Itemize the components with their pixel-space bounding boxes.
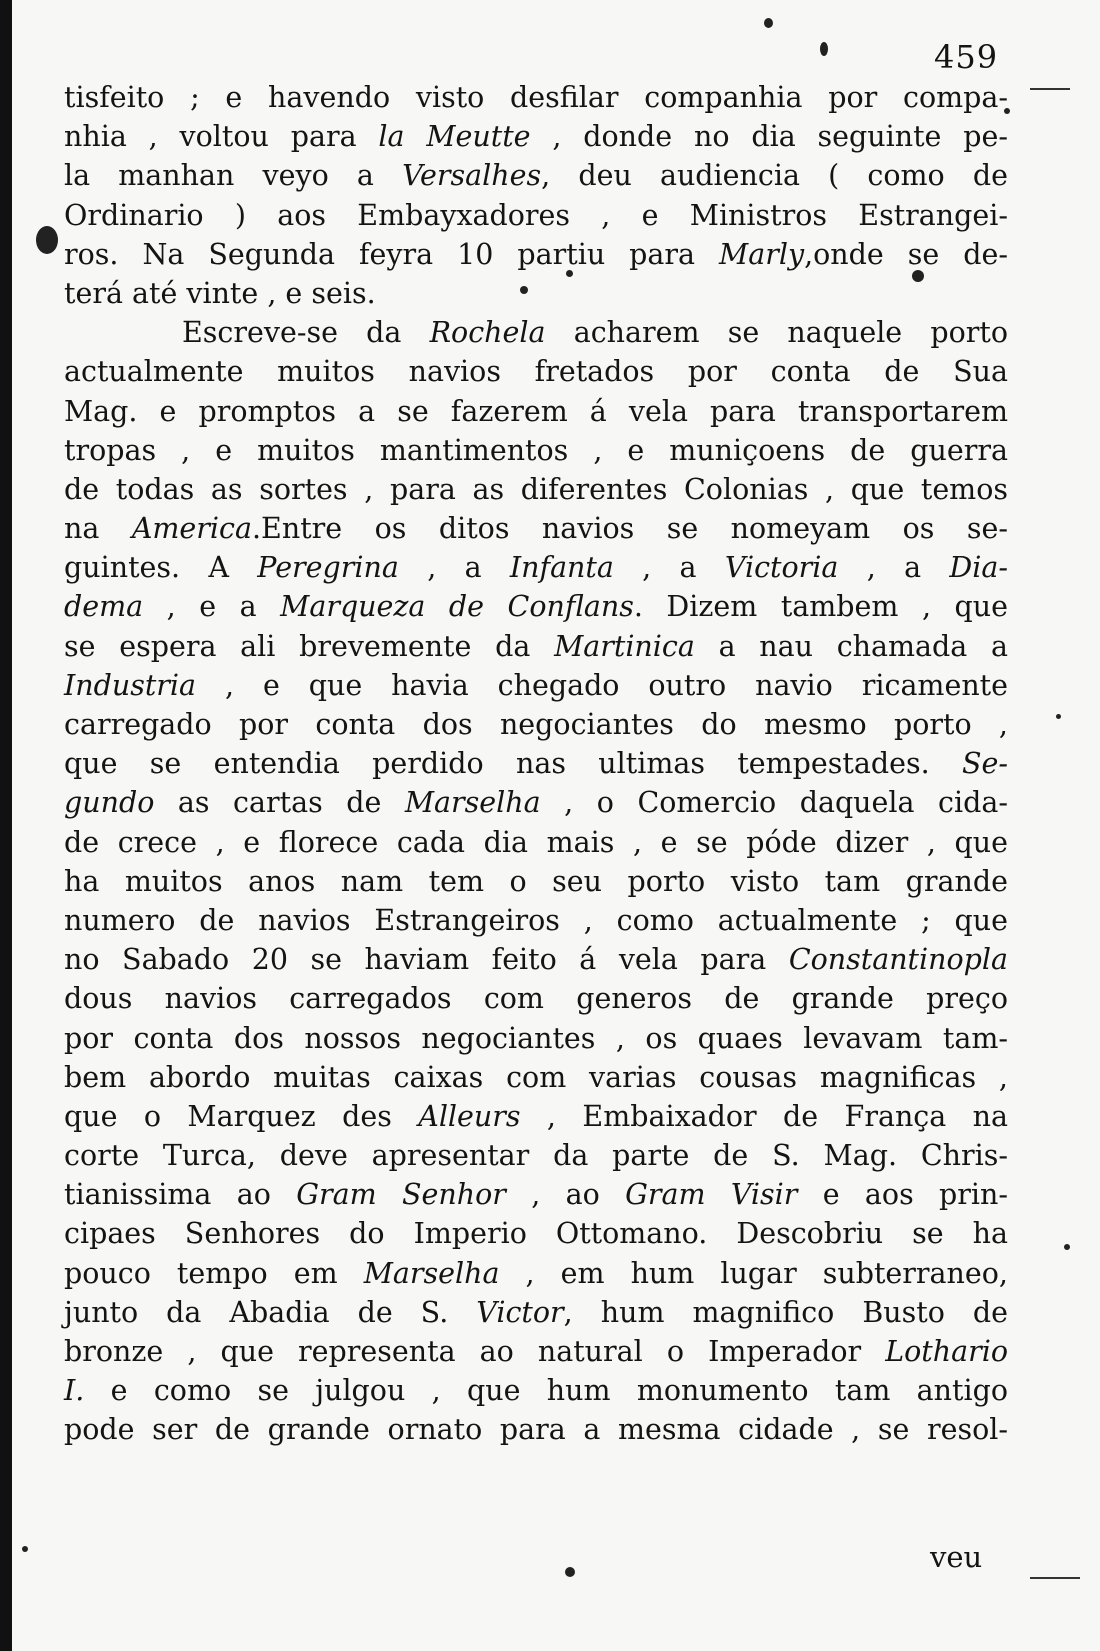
- italic-text-run: I.: [64, 1374, 85, 1408]
- text-run: e aos prin-: [797, 1178, 1008, 1212]
- italic-text-run: gundo: [64, 786, 155, 820]
- text-line: [64, 705, 1008, 744]
- text-line: [64, 313, 1008, 352]
- text-line: [64, 78, 1008, 117]
- text-line: [64, 196, 1008, 235]
- italic-text-run: Versalhes: [402, 159, 542, 193]
- text-run: , e que havia chegado outro navio ricamente: [196, 668, 1008, 702]
- text-line: [64, 901, 1008, 940]
- text-run: de todas as sortes , para as diferentes Colonias , que temos: [64, 472, 1008, 506]
- text-line: [64, 431, 1008, 470]
- text-line: [64, 1136, 1008, 1175]
- text-line: [64, 392, 1008, 431]
- text-run: tisfeito ; e havendo visto desfilar companhia por compa-: [64, 81, 1008, 114]
- text-line: [64, 1332, 1008, 1371]
- text-run: bronze , que representa ao natural o Imperador: [64, 1335, 886, 1368]
- text-run: , Embaixador de França na: [520, 1099, 1009, 1133]
- text-run: , hum magnifico Busto de: [563, 1295, 1008, 1329]
- italic-text-run: Industria: [64, 668, 197, 702]
- italic-text-run: Victor: [476, 1295, 564, 1329]
- scan-speck: [764, 18, 773, 28]
- text-line: [64, 1019, 1008, 1058]
- italic-text-run: Martinica: [554, 629, 695, 663]
- italic-text-run: Gram Senhor: [296, 1178, 506, 1212]
- italic-text-run: Infanta: [509, 551, 614, 585]
- text-run: ros. Na Segunda feyra 10 partiu para: [64, 237, 720, 271]
- text-line: [64, 940, 1008, 979]
- text-run: Ordinario ) aos Embayxadores , e Ministros Estrangei-: [64, 198, 1008, 232]
- italic-text-run: dema: [64, 590, 144, 624]
- text-line: [64, 470, 1008, 509]
- text-run: , e a: [143, 590, 281, 624]
- text-run: que o Marquez des: [64, 1099, 419, 1133]
- text-run: numero de navios Estrangeiros , como actualmente ; que: [64, 903, 1008, 937]
- text-run: dous navios carregados com generos de grande preço: [64, 982, 1008, 1016]
- text-line: [64, 1410, 1008, 1449]
- italic-text-run: Lothario: [885, 1335, 1008, 1368]
- text-line: [64, 823, 1008, 862]
- text-run: carregado por conta dos negociantes do mesmo porto ,: [64, 708, 1008, 741]
- text-run: cipaes Senhores do Imperio Ottomano. Descobriu se ha: [64, 1217, 1008, 1251]
- text-line: [64, 1058, 1008, 1097]
- scan-speck: [22, 1546, 28, 1552]
- italic-text-run: Dia-: [949, 551, 1008, 585]
- italic-text-run: Victoria: [724, 551, 839, 585]
- text-run: ha muitos anos nam tem o seu porto visto tam grande: [64, 864, 1008, 898]
- text-run: junto da Abadia de S.: [64, 1295, 477, 1329]
- text-run: na: [64, 512, 132, 546]
- text-line: [64, 1254, 1008, 1293]
- text-line: [64, 1097, 1008, 1136]
- text-run: , em hum lugar subterraneo,: [499, 1256, 1008, 1290]
- italic-text-run: America: [131, 512, 252, 546]
- scan-speck: [1056, 714, 1061, 719]
- italic-text-run: Marly: [719, 237, 805, 271]
- text-run: , a: [838, 551, 950, 585]
- italic-text-run: Gram Visir: [625, 1178, 798, 1212]
- catchword: veu: [930, 1540, 983, 1574]
- italic-text-run: Constantinopla: [788, 943, 1008, 977]
- text-run: , deu audiencia ( como de: [541, 159, 1008, 193]
- text-line: [64, 548, 1008, 587]
- text-run: , donde no dia seguinte pe-: [530, 120, 1008, 154]
- text-run: . Dizem tambem , que: [633, 590, 1008, 624]
- text-run: a nau chamada a: [694, 629, 1009, 663]
- text-run: , a: [398, 551, 510, 585]
- text-run: bem abordo muitas caixas com varias cousas magnificas ,: [64, 1060, 1008, 1094]
- text-line: [64, 352, 1008, 391]
- scan-speck: [820, 42, 828, 56]
- text-run: .Entre os ditos navios se nomeyam os se-: [251, 512, 1008, 546]
- body-text: [64, 78, 1008, 1450]
- scan-speck: [36, 226, 58, 254]
- text-run: corte Turca, deve apresentar da parte de S. Mag. Chris-: [64, 1139, 1008, 1173]
- text-run: de crece , e florece cada dia mais , e se póde dizer , que: [64, 825, 1008, 859]
- text-run: acharem se naquele porto: [545, 316, 1009, 350]
- text-run: se espera ali brevemente da: [64, 629, 555, 663]
- text-run: guintes. A: [64, 551, 258, 585]
- text-line: [64, 979, 1008, 1018]
- text-line: [64, 509, 1008, 548]
- text-run: ,onde se de-: [804, 237, 1008, 271]
- scan-speck: [565, 1567, 575, 1577]
- text-line: [64, 274, 1008, 313]
- text-line: [64, 1371, 1008, 1410]
- text-line: [64, 587, 1008, 626]
- italic-text-run: Peregrina: [257, 551, 399, 585]
- text-run: actualmente muitos navios fretados por conta de Sua: [64, 355, 1008, 389]
- text-line: [64, 783, 1008, 822]
- text-run: por conta dos nossos negociantes , os quaes levavam tam-: [64, 1021, 1008, 1055]
- text-run: as cartas de: [154, 786, 405, 820]
- text-line: [64, 862, 1008, 901]
- text-run: terá até vinte , e seis.: [64, 276, 376, 310]
- text-run: Escreve-se da: [182, 316, 430, 350]
- italic-text-run: la Meutte: [378, 120, 531, 154]
- book-spine-edge: [0, 0, 12, 1651]
- italic-text-run: Marselha: [363, 1256, 500, 1290]
- text-run: Mag. e promptos a se fazerem á vela para transportarem: [64, 394, 1008, 428]
- text-run: e como se julgou , que hum monumento tam antigo: [84, 1374, 1008, 1408]
- text-run: nhia , voltou para: [64, 120, 379, 154]
- text-line: [64, 744, 1008, 783]
- text-run: tropas , e muitos mantimentos , e muniçoens de guerra: [64, 433, 1008, 467]
- page-number: 459: [934, 38, 999, 76]
- text-line: [64, 666, 1008, 705]
- text-line: [64, 235, 1008, 274]
- italic-text-run: Marqueza de Conflans: [280, 590, 634, 624]
- scan-edge-mark: [1030, 88, 1070, 90]
- italic-text-run: Alleurs: [418, 1099, 521, 1133]
- text-run: , a: [613, 551, 725, 585]
- italic-text-run: Marselha: [404, 786, 541, 820]
- text-line: [64, 1175, 1008, 1214]
- text-line: [64, 1293, 1008, 1332]
- text-line: [64, 117, 1008, 156]
- text-run: no Sabado 20 se haviam feito á vela para: [64, 943, 789, 977]
- italic-text-run: Se-: [961, 747, 1008, 781]
- scan-edge-mark: [1030, 1577, 1080, 1579]
- text-run: pode ser de grande ornato para a mesma cidade , se resol-: [64, 1413, 1008, 1447]
- text-line: [64, 1214, 1008, 1253]
- text-line: [64, 627, 1008, 666]
- italic-text-run: Rochela: [429, 316, 546, 350]
- text-run: la manhan veyo a: [64, 159, 403, 193]
- scan-speck: [1064, 1244, 1070, 1250]
- text-run: pouco tempo em: [64, 1256, 364, 1290]
- text-run: que se entendia perdido nas ultimas tempestades.: [64, 747, 962, 781]
- text-run: , o Comercio daquela cida-: [540, 786, 1008, 820]
- text-run: , ao: [505, 1178, 626, 1212]
- text-line: [64, 156, 1008, 195]
- text-run: tianissima ao: [64, 1178, 297, 1212]
